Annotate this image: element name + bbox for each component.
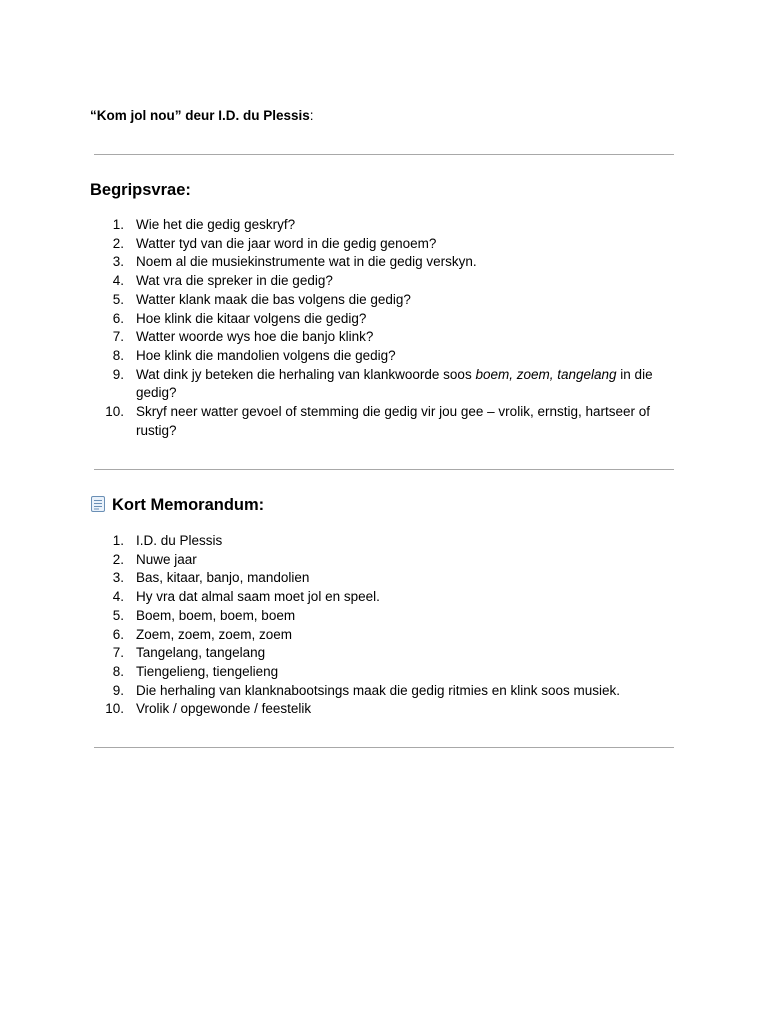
divider-2 xyxy=(94,469,674,470)
memo-list xyxy=(90,532,670,719)
question-item-number: 8. xyxy=(112,347,124,363)
question-item-number: 4. xyxy=(112,273,124,289)
memo-item xyxy=(90,663,670,682)
question-item-text: Hoe klink die kitaar volgens die gedig? xyxy=(136,310,367,326)
memo-item-text: Boem, boem, boem, boem xyxy=(136,607,296,623)
question-item xyxy=(90,291,670,310)
question-item-text: Noem al die musiekinstrumente wat in die gedig verskyn. xyxy=(136,254,477,270)
memo-item-number: 2. xyxy=(112,551,124,567)
question-item-number: 3. xyxy=(112,254,124,270)
memo-item-text: I.D. du Plessis xyxy=(136,533,223,548)
question-item xyxy=(90,310,670,329)
question-item-text: Skryf neer watter gevoel of stemming die gedig vir jou gee – vrolik, ernstig, hartseer of rustig? xyxy=(136,404,650,438)
memo-item xyxy=(90,626,670,645)
memo-item-text: Tangelang, tangelang xyxy=(136,645,266,661)
question-item-text: Wat vra die spreker in die gedig? xyxy=(136,273,333,289)
question-item-number: 6. xyxy=(112,310,124,326)
memo-item xyxy=(90,607,670,626)
question-item-text: Wie het die gedig geskryf? xyxy=(136,217,296,232)
memo-item xyxy=(90,700,670,719)
question-item-number: 9. xyxy=(112,366,124,382)
memo-item-number: 8. xyxy=(112,663,124,679)
memo-item-text: Zoem, zoem, zoem, zoem xyxy=(136,626,293,642)
memo-item xyxy=(90,682,670,701)
question-item-text: Watter woorde wys hoe die banjo klink? xyxy=(136,329,374,345)
question-item-number: 1. xyxy=(112,217,124,232)
memo-item-text: Nuwe jaar xyxy=(136,551,197,567)
memo-item-number: 6. xyxy=(112,626,124,642)
question-item-text xyxy=(136,367,653,401)
memo-item xyxy=(90,644,670,663)
memo-item-text: Hy vra dat almal saam moet jol en speel. xyxy=(136,589,380,605)
question-item xyxy=(90,328,670,347)
question-item-text: Hoe klink die mandolien volgens die gedig? xyxy=(136,347,396,363)
memo-heading-label: Kort Memorandum: xyxy=(112,496,265,514)
question-item-text-pre: Wat dink jy beteken die herhaling van klankwoorde soos xyxy=(136,366,476,382)
memo-item-number: 7. xyxy=(112,645,124,661)
memo-item-number: 1. xyxy=(112,533,124,548)
memo-item-text: Die herhaling van klanknabootsings maak die gedig ritmies en klink soos musiek. xyxy=(136,682,621,698)
memo-item xyxy=(90,532,670,551)
questions-list xyxy=(90,216,670,440)
question-item-number: 10. xyxy=(105,404,124,420)
question-item-number: 5. xyxy=(112,291,124,307)
question-item xyxy=(90,235,670,254)
memo-item-text: Vrolik / opgewonde / feestelik xyxy=(136,701,312,717)
questions-heading: Begripsvrae: xyxy=(90,181,191,199)
memo-item xyxy=(90,588,670,607)
question-item-text-italic: boem, zoem, tangelang xyxy=(475,366,617,382)
memo-item-text: Bas, kitaar, banjo, mandolien xyxy=(136,570,310,586)
document-title xyxy=(90,107,314,125)
question-item-text: Watter tyd van die jaar word in die gedig genoem? xyxy=(136,235,437,251)
question-item-number: 7. xyxy=(112,329,124,345)
question-item-number: 2. xyxy=(112,235,124,251)
question-item xyxy=(90,347,670,366)
title-colon: : xyxy=(309,108,314,123)
question-item xyxy=(90,272,670,291)
memo-item-number: 5. xyxy=(112,607,124,623)
divider-3 xyxy=(94,747,674,748)
question-item xyxy=(90,216,670,235)
divider-1 xyxy=(94,154,674,155)
memo-item-number: 4. xyxy=(112,589,124,605)
memo-item-text: Tiengelieng, tiengelieng xyxy=(136,663,279,679)
question-item-text: Watter klank maak die bas volgens die gedig? xyxy=(136,291,411,307)
question-item xyxy=(90,403,670,440)
memo-item-number: 10. xyxy=(105,701,124,717)
memo-item-number: 9. xyxy=(112,682,124,698)
question-item xyxy=(90,253,670,272)
memo-heading xyxy=(90,495,264,515)
title-text: “Kom jol nou” deur I.D. du Plessis xyxy=(90,108,310,123)
question-item-text-post: in die gedig? xyxy=(136,366,653,401)
memo-item xyxy=(90,551,670,570)
memo-item-number: 3. xyxy=(112,570,124,586)
question-item xyxy=(90,366,670,403)
memo-icon xyxy=(90,495,106,513)
memo-item xyxy=(90,569,670,588)
